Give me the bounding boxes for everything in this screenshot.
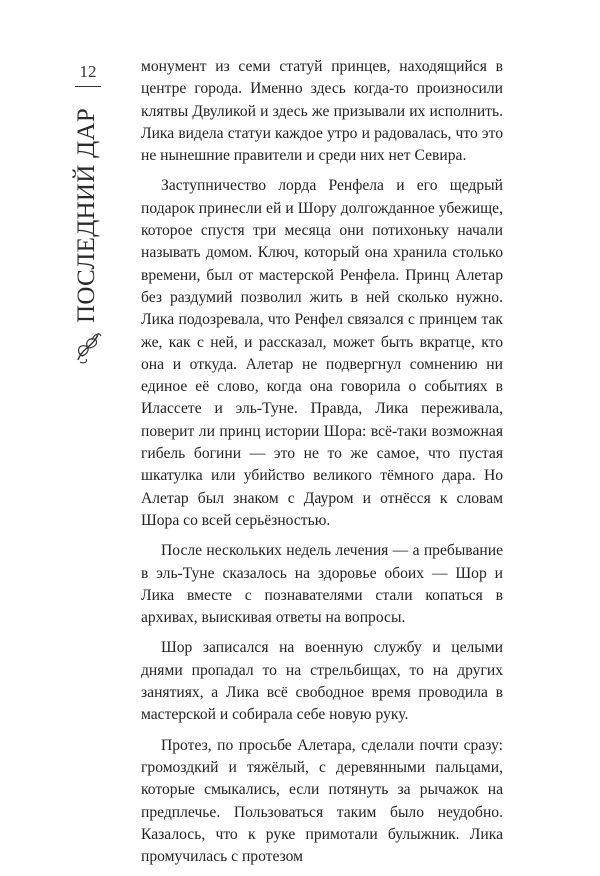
page-number: 12 [79,62,97,81]
body-text [141,56,503,876]
paragraph: Протез, по просьбе Алетара, сделали почти сразу: громоздкий и тяжёлый, с деревянными пальцами, которые смыкались, если потянуть за рычажок на предплечье. Пользоваться таким было неудобно. Казалось, что к руке примотали булыжник. Лика промучилась с протезом [141,736,503,866]
paragraph: Заступничество лорда Ренфела и его щедрый подарок принесли ей и Шору долгожданное убежище, которое спустя три месяца они потихоньку начали называть домом. Ключ, который она хранила столько времени, был от мастерской Ренфела. Принц Алетар без раздумий позволил жить в ней сколько нужно. Лика подозревала, что Ренфел связался с принцем так же, как с ней, и рассказал, может быть вкратце, кто она и откуда. Алетар не подвергнул сомнению ни единое её слово, когда она говорила о событиях в Илассете и эль-Туне. Правда, Лика переживала, поверит ли принц истории Шора: всё-таки возможная гибель богини — это не то же самое, что пустая шкатулка или убийство великого тёмного дара. Но Алетар был знаком с Дауром и отнёсся к словам Шора со всей серьёзностью. [141,177,503,529]
running-title: ПОСЛЕДНИЙ ДАР [73,107,100,323]
paragraph: После нескольких недель лечения — а пребывание в эль-Туне сказалось на здоровье обоих — Шор и Лика вместе с познавателями стали копаться в архивах, выискивая ответы на вопросы. [141,542,503,627]
paragraph: монумент из семи статуй принцев, находящийся в центре города. Именно здесь когда-то произносили клятвы Двуликой и здесь же призывали их исполнить. Лика видела статуи каждое утро и радовалась, что это не нынешние правители и среди них нет Севира. [141,58,503,165]
running-header-sidebar [62,56,114,346]
divider [75,86,101,87]
paragraph: Шор записался на военную службу и целыми днями пропадал то на стрельбищах, то на других занятиях, а Лика всё свободное время проводила в мастерской и собирала себе новую руку. [141,639,503,724]
leaf-ornament-icon [72,326,104,366]
